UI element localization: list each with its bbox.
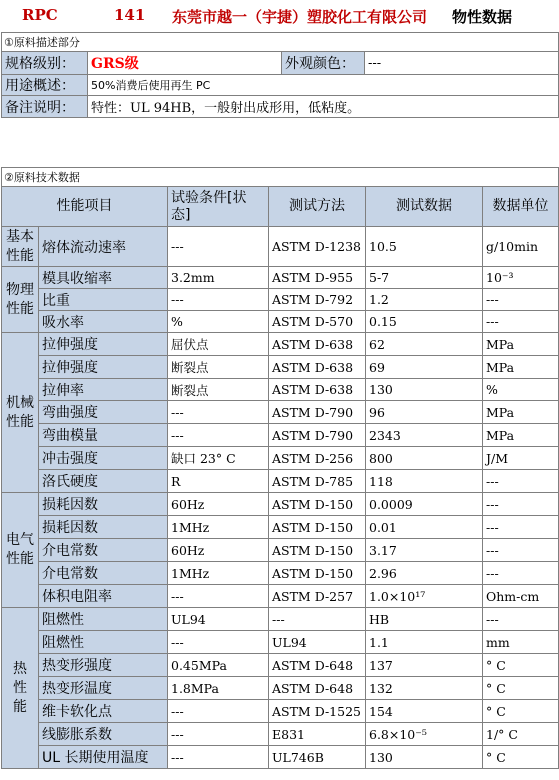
condition-cell[interactable]: --- (168, 227, 269, 267)
table-row (2, 631, 559, 654)
value-cell[interactable]: 6.8×10⁻⁵ (366, 723, 483, 746)
property-cell: 热变形温度 (39, 677, 168, 700)
condition-cell[interactable]: --- (168, 700, 269, 723)
condition-cell[interactable]: 屈伏点 (168, 333, 269, 356)
value-cell[interactable]: 2343 (366, 424, 483, 447)
property-cell: 冲击强度 (39, 447, 168, 470)
section1-title: ①原料描述部分 (2, 33, 559, 52)
method-cell[interactable]: ASTM D-1238 (269, 227, 366, 267)
value-cell[interactable]: 0.0009 (366, 493, 483, 516)
condition-cell[interactable]: 1MHz (168, 516, 269, 539)
property-cell: 阻燃性 (39, 631, 168, 654)
value-cell[interactable]: 69 (366, 356, 483, 379)
unit-cell[interactable]: --- (483, 516, 559, 539)
property-cell: 熔体流动速率 (39, 227, 168, 267)
unit-cell[interactable]: MPa (483, 333, 559, 356)
note-value[interactable]: 特性：UL 94HB，一般射出成形用，低粘度。 (88, 96, 559, 118)
value-cell[interactable]: 62 (366, 333, 483, 356)
method-cell[interactable]: UL94 (269, 631, 366, 654)
method-cell[interactable]: ASTM D-150 (269, 516, 366, 539)
value-cell[interactable]: 1.2 (366, 289, 483, 311)
method-cell[interactable]: ASTM D-638 (269, 333, 366, 356)
property-cell: 弯曲强度 (39, 401, 168, 424)
header-doc-title: 物性数据 (452, 8, 513, 26)
property-cell: 介电常数 (39, 562, 168, 585)
table-row (2, 447, 559, 470)
value-cell[interactable]: 118 (366, 470, 483, 493)
method-cell[interactable]: E831 (269, 723, 366, 746)
unit-cell[interactable]: MPa (483, 424, 559, 447)
category-label: 机械 性能 (2, 333, 39, 493)
table-row (2, 700, 559, 723)
property-cell: 线膨胀系数 (39, 723, 168, 746)
header-number: 141 (114, 6, 146, 24)
method-cell[interactable]: ASTM D-955 (269, 267, 366, 289)
table-row (2, 379, 559, 401)
table-row (2, 746, 559, 769)
unit-cell[interactable]: --- (483, 493, 559, 516)
table-row (2, 311, 559, 333)
method-cell[interactable]: ASTM D-638 (269, 379, 366, 401)
condition-cell[interactable]: R (168, 470, 269, 493)
method-cell[interactable]: ASTM D-150 (269, 539, 366, 562)
method-cell[interactable]: --- (269, 608, 366, 631)
value-cell[interactable]: 0.15 (366, 311, 483, 333)
property-cell: 洛氏硬度 (39, 470, 168, 493)
property-cell: 比重 (39, 289, 168, 311)
property-cell: 拉伸强度 (39, 333, 168, 356)
col-header-property: 性能项目 (2, 187, 168, 227)
value-cell[interactable]: 800 (366, 447, 483, 470)
property-cell: UL 长期使用温度 (39, 746, 168, 769)
condition-cell[interactable]: --- (168, 585, 269, 608)
table-row (2, 677, 559, 700)
table-row (2, 227, 559, 267)
unit-cell[interactable]: --- (483, 539, 559, 562)
condition-cell[interactable]: --- (168, 631, 269, 654)
value-cell[interactable]: 96 (366, 401, 483, 424)
method-cell[interactable]: ASTM D-150 (269, 562, 366, 585)
value-cell[interactable]: 0.01 (366, 516, 483, 539)
method-cell[interactable]: ASTM D-790 (269, 424, 366, 447)
appearance-value[interactable]: --- (365, 52, 559, 75)
table-row (2, 493, 559, 516)
table-row (2, 470, 559, 493)
unit-cell[interactable]: g/10min (483, 227, 559, 267)
unit-cell[interactable]: MPa (483, 401, 559, 424)
data-body (2, 227, 559, 769)
value-cell[interactable]: 1.1 (366, 631, 483, 654)
unit-cell[interactable]: % (483, 379, 559, 401)
method-cell[interactable]: ASTM D-785 (269, 470, 366, 493)
value-cell[interactable]: 154 (366, 700, 483, 723)
value-cell[interactable]: 5-7 (366, 267, 483, 289)
unit-cell[interactable]: --- (483, 608, 559, 631)
table-row (2, 356, 559, 379)
condition-cell[interactable]: 断裂点 (168, 379, 269, 401)
condition-cell[interactable]: 1.8MPa (168, 677, 269, 700)
value-cell[interactable]: HB (366, 608, 483, 631)
method-cell[interactable]: UL746B (269, 746, 366, 769)
section1-table (1, 32, 559, 118)
unit-cell[interactable]: 1/° C (483, 723, 559, 746)
property-cell: 拉伸强度 (39, 356, 168, 379)
category-label: 基本 性能 (2, 227, 39, 267)
property-cell: 热变形强度 (39, 654, 168, 677)
table-row (2, 539, 559, 562)
category-label: 电气 性能 (2, 493, 39, 608)
condition-cell[interactable]: UL94 (168, 608, 269, 631)
method-cell[interactable]: ASTM D-570 (269, 311, 366, 333)
col-header-unit: 数据单位 (483, 187, 559, 227)
condition-cell[interactable]: --- (168, 424, 269, 447)
condition-cell[interactable]: 缺口 23° C (168, 447, 269, 470)
unit-cell[interactable]: J/M (483, 447, 559, 470)
unit-cell[interactable]: ° C (483, 677, 559, 700)
unit-cell[interactable]: ° C (483, 654, 559, 677)
value-cell[interactable]: 137 (366, 654, 483, 677)
value-cell[interactable]: 3.17 (366, 539, 483, 562)
condition-cell[interactable]: 60Hz (168, 539, 269, 562)
header-code: RPC (22, 6, 58, 24)
unit-cell[interactable]: --- (483, 470, 559, 493)
value-cell[interactable]: 130 (366, 746, 483, 769)
condition-cell[interactable]: 3.2mm (168, 267, 269, 289)
column-header-row (2, 187, 559, 227)
table-row (2, 654, 559, 677)
unit-cell[interactable]: ° C (483, 746, 559, 769)
property-cell: 损耗因数 (39, 493, 168, 516)
table-row (2, 608, 559, 631)
property-cell: 损耗因数 (39, 516, 168, 539)
section2-title: ②原料技术数据 (2, 168, 559, 187)
condition-cell[interactable]: --- (168, 746, 269, 769)
col-header-condition: 试验条件[状态] (168, 187, 269, 227)
condition-cell[interactable]: --- (168, 401, 269, 424)
note-label: 备注说明： (2, 96, 88, 118)
property-cell: 吸水率 (39, 311, 168, 333)
unit-cell[interactable]: --- (483, 562, 559, 585)
value-cell[interactable]: 2.96 (366, 562, 483, 585)
grade-value[interactable]: GRS级 (88, 52, 282, 75)
property-cell: 介电常数 (39, 539, 168, 562)
col-header-method: 测试方法 (269, 187, 366, 227)
value-cell[interactable]: 132 (366, 677, 483, 700)
method-cell[interactable]: ASTM D-256 (269, 447, 366, 470)
col-header-data: 测试数据 (366, 187, 483, 227)
value-cell[interactable]: 1.0×10¹⁷ (366, 585, 483, 608)
property-cell: 阻燃性 (39, 608, 168, 631)
appearance-label: 外观颜色： (282, 52, 365, 75)
method-cell[interactable]: ASTM D-638 (269, 356, 366, 379)
condition-cell[interactable]: 断裂点 (168, 356, 269, 379)
method-cell[interactable]: ASTM D-257 (269, 585, 366, 608)
unit-cell[interactable]: ° C (483, 700, 559, 723)
property-cell: 维卡软化点 (39, 700, 168, 723)
property-cell: 体积电阻率 (39, 585, 168, 608)
header-company: 东莞市越一（宇捷）塑胶化工有限公司 (172, 8, 428, 26)
unit-cell[interactable]: --- (483, 289, 559, 311)
method-cell[interactable]: ASTM D-792 (269, 289, 366, 311)
condition-cell[interactable]: 0.45MPa (168, 654, 269, 677)
condition-cell[interactable]: --- (168, 723, 269, 746)
usage-label: 用途概述： (2, 75, 88, 96)
unit-cell[interactable]: 10⁻³ (483, 267, 559, 289)
table-row (2, 333, 559, 356)
condition-cell[interactable]: % (168, 311, 269, 333)
table-row (2, 516, 559, 539)
usage-value[interactable]: 50%消费后使用再生 PC (88, 75, 559, 96)
property-cell: 拉伸率 (39, 379, 168, 401)
condition-cell[interactable]: 1MHz (168, 562, 269, 585)
value-cell[interactable]: 130 (366, 379, 483, 401)
method-cell[interactable]: ASTM D-1525 (269, 700, 366, 723)
method-cell[interactable]: ASTM D-790 (269, 401, 366, 424)
title-bar (0, 6, 559, 30)
table-row (2, 562, 559, 585)
section2-table (1, 167, 559, 769)
table-row (2, 424, 559, 447)
property-cell: 模具收缩率 (39, 267, 168, 289)
method-cell[interactable]: ASTM D-648 (269, 654, 366, 677)
table-row (2, 401, 559, 424)
table-row (2, 267, 559, 289)
unit-cell[interactable]: Ohm-cm (483, 585, 559, 608)
unit-cell[interactable]: MPa (483, 356, 559, 379)
grade-label: 规格级别： (2, 52, 88, 75)
method-cell[interactable]: ASTM D-648 (269, 677, 366, 700)
method-cell[interactable]: ASTM D-150 (269, 493, 366, 516)
table-row (2, 289, 559, 311)
condition-cell[interactable]: 60Hz (168, 493, 269, 516)
unit-cell[interactable]: mm (483, 631, 559, 654)
property-cell: 弯曲模量 (39, 424, 168, 447)
condition-cell[interactable]: --- (168, 289, 269, 311)
table-row (2, 585, 559, 608)
category-label: 物理 性能 (2, 267, 39, 333)
value-cell[interactable]: 10.5 (366, 227, 483, 267)
table-row (2, 723, 559, 746)
unit-cell[interactable]: --- (483, 311, 559, 333)
category-label: 热 性 能 (2, 608, 39, 769)
